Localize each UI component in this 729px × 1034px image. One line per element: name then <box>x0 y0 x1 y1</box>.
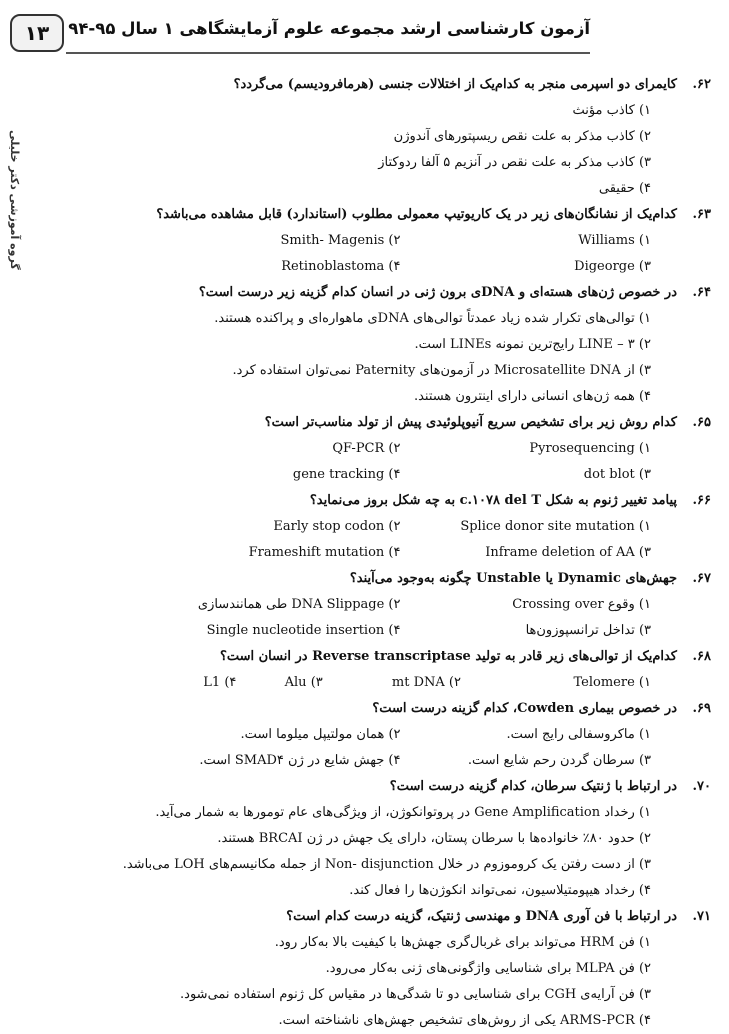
question-63 <box>150 202 711 280</box>
option: ۲) همان مولتیپل میلوما است. <box>240 727 401 742</box>
question-text: کدام روش زیر برای تشخیص سریع آنیوپلوئیدی پیش از تولد مناسب‌تر است؟ <box>264 415 677 430</box>
option: ۲) Smith- Magenis <box>280 233 401 248</box>
option: ۴) ARMS-PCR یکی از روش‌های تشخیص جهش‌های ناشناخته است. <box>278 1013 651 1028</box>
option: ۴) Retinoblastoma <box>281 259 401 274</box>
question-text: در ارتباط با ژنتیک سرطان، کدام گزینه درست است؟ <box>389 779 677 794</box>
option: ۳) Alu <box>284 675 323 690</box>
option: ۱) فن HRM می‌تواند برای غربال‌گری جهش‌ها با کیفیت بالا به‌کار رود. <box>274 935 651 950</box>
question-number: ۶۶. <box>692 493 711 508</box>
question-65 <box>150 410 711 488</box>
option: ۴) همه ژن‌های انسانی دارای اینترون هستند. <box>413 389 651 404</box>
option: ۳) فن آرایه‌ی CGH برای شناسایی دو تا شدگی‌ها در مقیاس کل ژنوم استفاده نمی‌شود. <box>180 987 651 1002</box>
option: ۴) Single nucleotide insertion <box>206 623 401 638</box>
option: ۱) وقوع Crossing over <box>512 597 651 612</box>
option: ۴) حقیقی <box>598 181 651 196</box>
question-text: کایمرای دو اسپرمی منجر به کدام‌یک از اختلالات جنسی (هرمافرودیسم) می‌گردد؟ <box>233 77 677 92</box>
option: ۲) Early stop codon <box>273 519 401 534</box>
option: ۳) از Microsatellite DNA در آزمون‌های Paternity نمی‌توان استفاده کرد. <box>232 363 651 378</box>
option: ۱) Williams <box>578 233 651 248</box>
question-62 <box>150 72 711 202</box>
side-watermark-text: گروه آموزشی دکتر خلیلی <box>8 130 21 270</box>
header-divider <box>66 52 590 54</box>
question-number: ۶۹. <box>692 701 711 716</box>
question-text: در ارتباط با فن آوری DNA و مهندسی ژنتیک، گزینه درست کدام است؟ <box>286 909 677 924</box>
question-number: ۶۲. <box>692 77 711 92</box>
option: ۲) فن MLPA برای شناسایی واژگونی‌های ژنی به‌کار می‌رود. <box>325 961 651 976</box>
option: ۱) ماکروسفالی رایج است. <box>506 727 651 742</box>
question-text: کدام‌یک از توالی‌های زیر قادر به تولید Reverse transcriptase در انسان است؟ <box>219 649 677 664</box>
question-67 <box>150 566 711 644</box>
option: ۴) gene tracking <box>292 467 401 482</box>
option: ۳) dot blot <box>583 467 651 482</box>
option: ۴) L1 <box>203 675 237 690</box>
question-text: جهش‌های Dynamic یا Unstable چگونه به‌وجود می‌آیند؟ <box>349 571 677 586</box>
option: ۴) جهش شایع در ژن SMAD۴ است. <box>199 753 401 768</box>
option: ۱) Splice donor site mutation <box>460 519 651 534</box>
question-70 <box>122 774 711 904</box>
option: ۱) کاذب مؤنث <box>572 103 651 118</box>
question-number: ۶۳. <box>692 207 711 222</box>
question-text: در خصوص ژن‌های هسته‌ای و DNAی برون ژنی در انسان کدام گزینه زیر درست است؟ <box>198 285 677 300</box>
option: ۱) Pyrosequencing <box>529 441 651 456</box>
question-number: ۶۸. <box>692 649 711 664</box>
question-68 <box>150 644 711 696</box>
option: ۲) mt DNA <box>391 675 461 690</box>
option: ۲) DNA Slippage طی همانندسازی <box>197 597 401 612</box>
page-title: آزمون کارشناسی ارشد مجموعه علوم آزمایشگاهی ۱ سال ۹۵-۹۴ <box>68 19 590 38</box>
question-number: ۶۵. <box>692 415 711 430</box>
option: ۲) LINE – ۳ رایج‌ترین نمونه LINEs است. <box>414 337 651 352</box>
question-number: ۷۰. <box>692 779 711 794</box>
option: ۱) رخداد Gene Amplification در پروتوانکوژن، از ویژگی‌های عام تومورها به شمار می‌آید. <box>155 805 651 820</box>
question-66 <box>150 488 711 566</box>
option: ۴) رخداد هیپومتیلاسیون، نمی‌تواند انکوژن‌ها را فعال کند. <box>349 883 651 898</box>
question-71 <box>150 904 711 1034</box>
option: ۲) حدود ۸۰٪ خانواده‌ها با سرطان پستان، دارای یک جهش در ژن BRCAI هستند. <box>217 831 651 846</box>
question-text: پیامد تغییر ژنوم به شکل c.۱۰۷۸ del T به چه شکل بروز می‌نماید؟ <box>309 493 677 508</box>
option: ۱) Telomere <box>573 675 651 690</box>
option: ۳) کاذب مذکر به علت نقص در آنزیم ۵ آلفا ردوکتاز <box>378 155 651 170</box>
option: ۳) Inframe deletion of AA <box>485 545 651 560</box>
question-number: ۶۴. <box>692 285 711 300</box>
question-text: کدام‌یک از نشانگان‌های زیر در یک کاریوتیپ معمولی مطلوب (استاندارد) قابل مشاهده می‌باشد؟ <box>156 207 677 222</box>
option: ۳) Digeorge <box>574 259 651 274</box>
page-header <box>10 12 590 52</box>
question-number: ۷۱. <box>692 909 711 924</box>
page-number: ۱۳ <box>10 14 64 52</box>
option: ۲) کاذب مذکر به علت نقص ریسپتورهای آندوژن <box>393 129 651 144</box>
question-69 <box>150 696 711 774</box>
option: ۳) از دست رفتن یک کروموزوم در خلال Non- disjunction از جمله مکانیسم‌های LOH می‌باشد. <box>122 857 651 872</box>
option: ۱) توالی‌های تکرار شده زیاد عمدتاً توالی‌های DNAی ماهواره‌ای و پراکنده هستند. <box>214 311 651 326</box>
option: ۳) سرطان گردن رحم شایع است. <box>467 753 651 768</box>
option: ۲) QF-PCR <box>332 441 401 456</box>
question-list <box>122 72 711 1034</box>
question-text: در خصوص بیماری Cowden، کدام گزینه درست است؟ <box>372 701 677 716</box>
question-64 <box>150 280 711 410</box>
question-number: ۶۷. <box>692 571 711 586</box>
option: ۳) تداخل ترانسپوزون‌ها <box>525 623 651 638</box>
option: ۴) Frameshift mutation <box>248 545 401 560</box>
